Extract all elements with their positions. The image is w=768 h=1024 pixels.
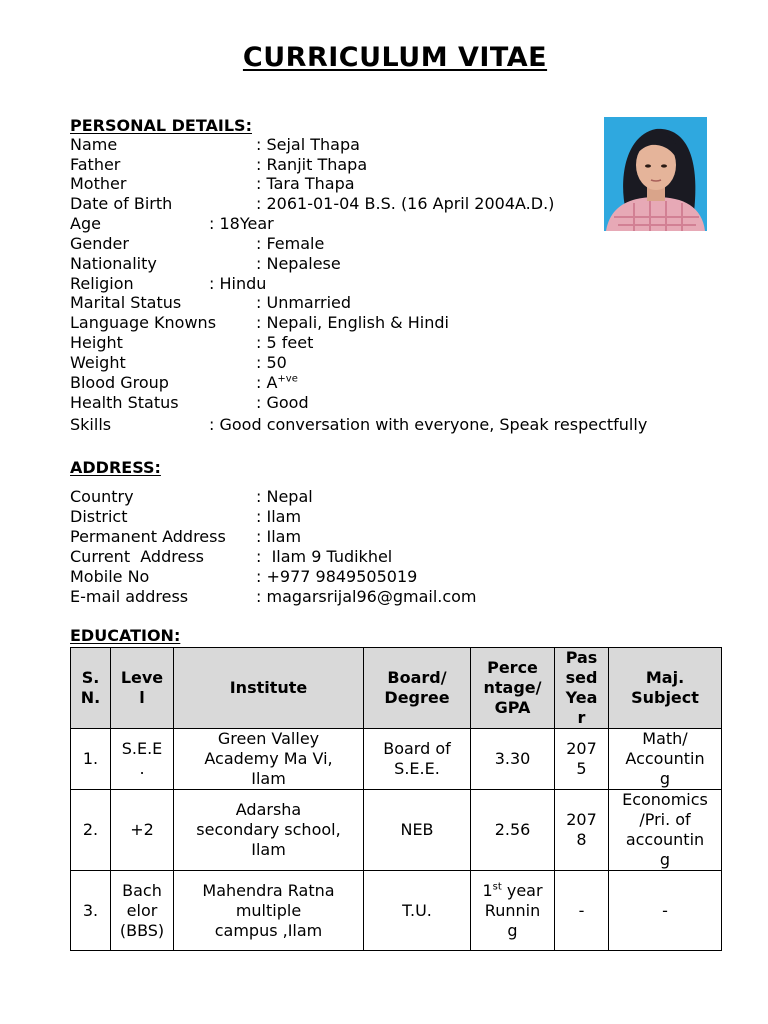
- personal-value: : Good conversation with everyone, Speak respectfully: [209, 415, 648, 434]
- address-label: District: [70, 507, 128, 526]
- table-cell: T.U.: [364, 871, 471, 951]
- personal-label: Nationality: [70, 254, 157, 273]
- address-label: Permanent Address: [70, 527, 226, 546]
- personal-label: Skills: [70, 415, 112, 434]
- table-row: [71, 729, 722, 790]
- table-cell: +2: [111, 790, 174, 871]
- personal-value: : 18Year: [209, 214, 274, 233]
- personal-value: : Female: [256, 234, 325, 253]
- personal-value: : 50: [256, 353, 287, 372]
- address-value: : Ilam: [256, 527, 302, 546]
- table-cell: Bach elor (BBS): [111, 871, 174, 951]
- personal-value: : Hindu: [209, 274, 267, 293]
- address-label: Country: [70, 487, 134, 506]
- table-cell: Mahendra Ratna multiple campus ,Ilam: [174, 871, 364, 951]
- table-cell: -: [555, 871, 609, 951]
- column-header: S. N.: [71, 648, 111, 729]
- blood-group-value: : A: [256, 373, 278, 392]
- address-value: : Nepal: [256, 487, 313, 506]
- table-cell: NEB: [364, 790, 471, 871]
- personal-label: Date of Birth: [70, 194, 173, 213]
- address-label: Current Address: [70, 547, 204, 566]
- personal-label: Height: [70, 333, 123, 352]
- table-cell: 3.: [71, 871, 111, 951]
- personal-value: : 5 feet: [256, 333, 314, 352]
- cv-title: CURRICULUM VITAE: [242, 42, 548, 73]
- table-cell: Economics /Pri. of accountin g: [609, 790, 722, 871]
- table-cell: 207 8: [555, 790, 609, 871]
- address-value: : +977 9849505019: [256, 567, 418, 586]
- column-header: Pas sed Yea r: [555, 648, 609, 729]
- table-row: [71, 790, 722, 871]
- address-heading: ADDRESS:: [70, 458, 161, 477]
- education-header-row: [71, 648, 722, 729]
- personal-value: : Unmarried: [256, 293, 352, 312]
- column-header: Perce ntage/ GPA: [471, 648, 555, 729]
- personal-label: Age: [70, 214, 101, 233]
- personal-value: : Tara Thapa: [256, 174, 355, 193]
- personal-value: : Ranjit Thapa: [256, 155, 368, 174]
- address-value: : Ilam 9 Tudikhel: [256, 547, 393, 566]
- table-cell: S.E.E .: [111, 729, 174, 790]
- table-cell: 2.: [71, 790, 111, 871]
- table-cell: Math/ Accountin g: [609, 729, 722, 790]
- table-row: [71, 871, 722, 951]
- column-header: Board/ Degree: [364, 648, 471, 729]
- personal-value: : Nepali, English & Hindi: [256, 313, 449, 332]
- table-cell: -: [609, 871, 722, 951]
- person-photo-icon: [604, 117, 707, 231]
- personal-label: Health Status: [70, 393, 179, 412]
- personal-label: Marital Status: [70, 293, 182, 312]
- table-cell: 3.30: [471, 729, 555, 790]
- personal-value: : 2061-01-04 B.S. (16 April 2004A.D.): [256, 194, 555, 213]
- personal-label: Name: [70, 135, 118, 154]
- personal-label: Gender: [70, 234, 129, 253]
- table-cell: 1.: [71, 729, 111, 790]
- education-heading: EDUCATION:: [70, 626, 181, 645]
- table-cell: Adarsha secondary school, Ilam: [174, 790, 364, 871]
- personal-value: [256, 373, 298, 393]
- table-cell: 2.56: [471, 790, 555, 871]
- blood-group-rh: +ve: [277, 373, 298, 385]
- address-label: Mobile No: [70, 567, 150, 586]
- profile-photo: [604, 117, 707, 231]
- personal-value: : Good: [256, 393, 309, 412]
- address-value: : magarsrijal96@gmail.com: [256, 587, 477, 606]
- personal-details-heading: PERSONAL DETAILS:: [70, 116, 252, 135]
- address-value: : Ilam: [256, 507, 302, 526]
- personal-label: Weight: [70, 353, 126, 372]
- personal-value: : Sejal Thapa: [256, 135, 360, 154]
- personal-label: Father: [70, 155, 121, 174]
- column-header: Maj. Subject: [609, 648, 722, 729]
- table-cell: Green Valley Academy Ma Vi, Ilam: [174, 729, 364, 790]
- column-header: Leve l: [111, 648, 174, 729]
- table-cell: 1st year Runnin g: [471, 871, 555, 951]
- table-cell: Board of S.E.E.: [364, 729, 471, 790]
- column-header: Institute: [174, 648, 364, 729]
- personal-label: Mother: [70, 174, 127, 193]
- personal-label: Religion: [70, 274, 134, 293]
- address-label: E-mail address: [70, 587, 189, 606]
- personal-label: Blood Group: [70, 373, 169, 392]
- table-cell: 207 5: [555, 729, 609, 790]
- personal-value: : Nepalese: [256, 254, 341, 273]
- education-table: [70, 647, 722, 951]
- personal-label: Language Knowns: [70, 313, 217, 332]
